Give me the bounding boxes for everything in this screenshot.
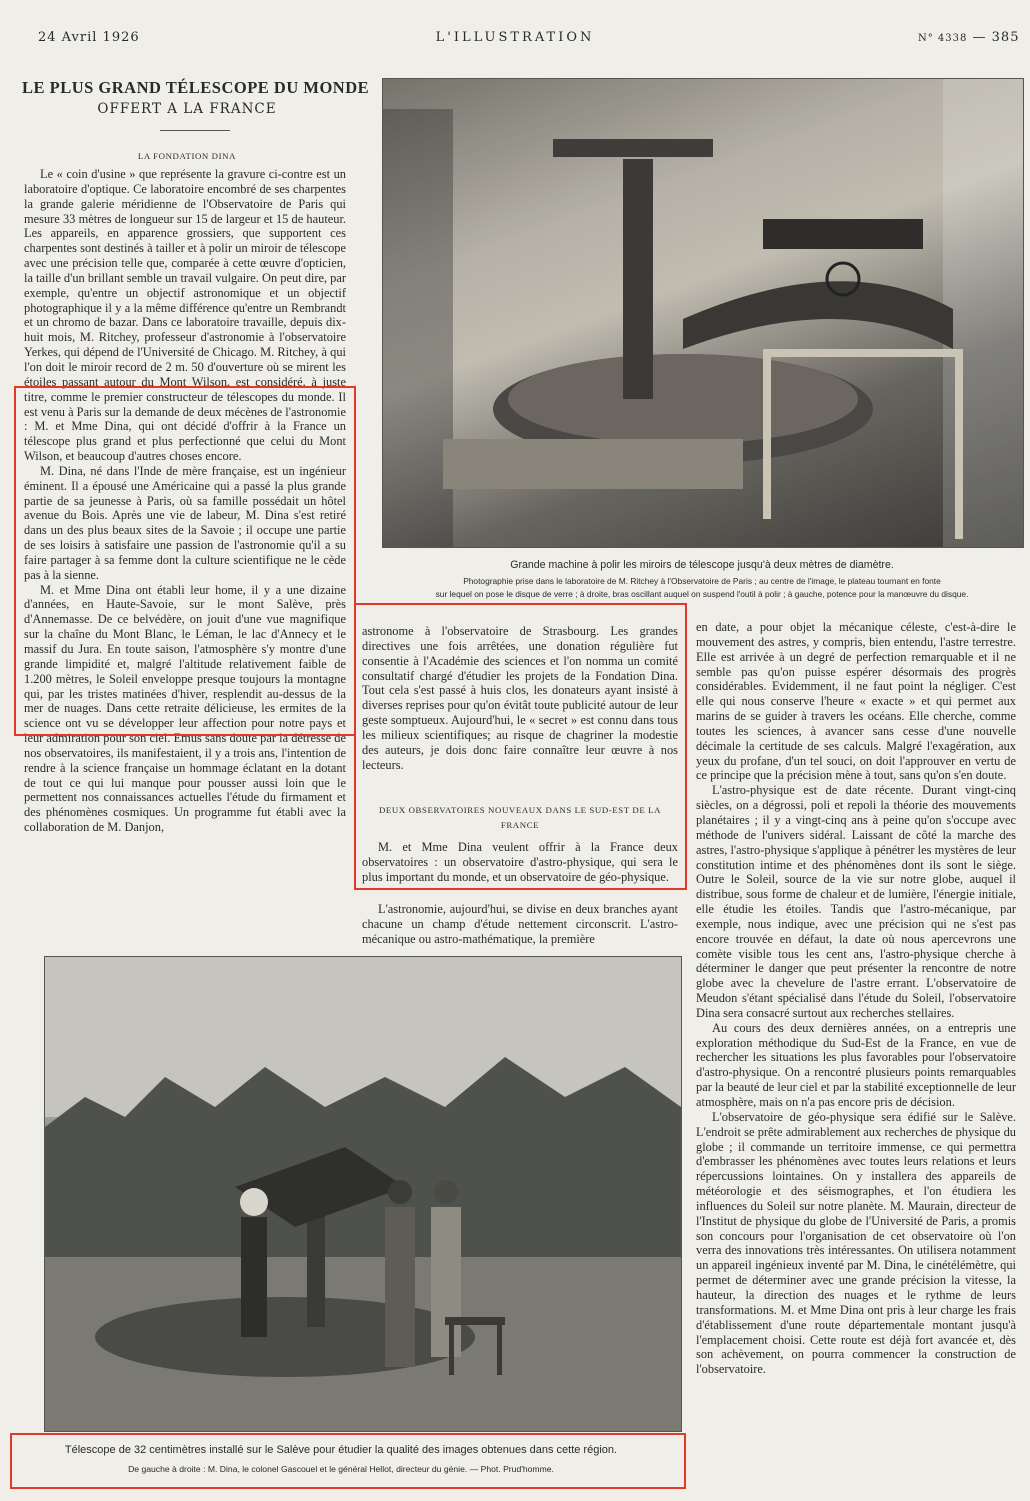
- photo2-caption: Télescope de 32 centimètres installé sur le Salève pour étudier la qualité des images obtenues dans cette région.: [64, 1444, 618, 1456]
- column3-paragraph: L'observatoire de géo-physique sera édifié sur le Salève. L'endroit se prête admirablement aux recherches de physique du globe ; il commande un territoire immense, ce qui permettra d'embrasser les phénomènes avec toutes leurs relations et leurs répercussions lointaines. On y installera des appareils de météorologie et des séismographes, et l'on étudiera les influences du Soleil sur notre planète. M. Maurain, directeur de l'Institut de physique du globe de l'Université de Paris, a promis son concours pour l'organisation de cet observatoire où l'on verra des innovations très intéressantes. On utilisera notamment un appareil ingénieux inventé par M. Dina, le cinétélémètre, qui permet de déterminer avec une grande précision la vitesse, la hauteur, la direction des nuages et le rythme de leurs transformations. M. et Mme Dina ont pris à leur charge les frais d'établissement d'une route départementale montant jusqu'à l'emplacement choisi. Cette route est déjà fort avancée et, dès son achèvement, on pourra commencer la construction de l'observatoire.: [696, 1109, 1016, 1377]
- column3-paragraph: Au cours des deux dernières années, on a entrepris une exploration méthodique du Sud-Est de la France, en vue de rechercher les situations les plus favorables pour l'observatoire d'astro-physique. On a rencontré plusieurs points remarquables par la beauté de leur ciel et par la stabilité exceptionnelle de leur atmosphère, mais on n'a pas encore pris de décision.: [696, 1020, 1016, 1109]
- column2-paragraph: L'astronomie, aujourd'hui, se divise en deux branches ayant chacune un champ d'étude nettement circonscrit. L'astro-mécanique ou astro-mathématique, la première: [362, 902, 678, 946]
- column3-paragraph: en date, a pour objet la mécanique céleste, c'est-à-dire le mouvement des astres, y compris, bien entendu, l'astre terrestre. Elle est arrivée à un degré de perfection remarquable et il ne semble pas qu'on puisse espérer désormais des progrès considérables. Evidemment, il ne faut point la négliger. C'est elle qui nous conserve l'heure « exacte » et qui permet aux marins de se guider à travers les océans. Elle cherche, comme toutes les sciences, à avancer sans cesse d'une nouvelle décimale la certitude de ses calculs. Malgré l'exagération, aux yeux du profane, d'un tel souci, on doit l'approuver en vertu de ce principe que la précision mène à tout, sans qu'on s'en doute.: [696, 620, 1016, 783]
- highlight-box-caption: [10, 1433, 686, 1489]
- photo1-caption: Grande machine à polir les miroirs de télescope jusqu'à deux mètres de diamètre.: [510, 559, 894, 571]
- highlight-box-column1: [14, 386, 356, 736]
- saleve-telescope-illustration: [45, 957, 681, 1431]
- article-title: LE PLUS GRAND TÉLESCOPE DU MONDE: [22, 78, 370, 97]
- photo2-subcaption: De gauche à droite : M. Dina, le colonel Gascouel et le général Hellot, directeur du génie. — Phot. Prud'homme.: [128, 1464, 554, 1474]
- polishing-machine-illustration: [383, 79, 1023, 547]
- article-subtitle: OFFERT A LA FRANCE: [97, 101, 277, 117]
- section-heading-fondation: LA FONDATION DINA: [137, 151, 237, 161]
- saleve-telescope-photo: [44, 956, 682, 1432]
- column-3: [696, 620, 1016, 1490]
- header-issue: N° 4338: [918, 33, 968, 44]
- column1-paragraph: Le « coin d'usine » que représente la gravure ci-contre est un laboratoire d'optique. Ce laboratoire encombré de ses charpentes la grande galerie méridienne de l'Observatoire de Paris qui mesure 33 mètres de longueur sur 15 de largeur et 15 de hauteur. Les appareils, en apparence grossiers, que supportent ces charpentes sont destinés à tailler et à polir un miroir de télescope avec une précision telle que, comparée à cette œuvre d'opticien, la taille d'un brillant semble un travail vulgaire. On peut dire, par exemple, qu'entre un objectif astronomique et un objectif photographique il y a la même différence qu'entre un Rembrandt et un chromo de bazar. Dans ce laboratoire travaille, depuis dix-huit mois, M. Ritchey, professeur d'astronomie à l'observatoire Yerkes, qui dépend de l'Université de Chicago. M. Ritchey, à qui l'on doit le miroir record de 2 m. 50 d'ouverture où se mirent les étoiles passant autour du Mont Wilson, est considéré, à juste titre, comme le premier constructeur de télescopes du monde. Il est venu à Paris sur la demande de deux mécènes de l'astronomie : M. et Mme Dina, qui ont décidé d'offrir à la France un télescope plus grand et plus perfectionné que celui du Mont Wilson, et beaucoup d'autres choses encore.: [24, 167, 346, 464]
- highlight-box-column2: [354, 603, 687, 890]
- column1-paragraph: M. et Mme Dina ont établi leur home, il y a une dizaine d'années, en Haute-Savoie, sur le mont Salève, près d'Annemasse. De ce belvédère, on jouit d'une vue magnifique sur la chaîne du Mont Blanc, le Léman, le lac d'Annecy et le massif du Jura. En toute saison, l'atmosphère s'y montre d'une grande limpidité et, malgré l'altitude relativement faible de 1.200 mètres, le Soleil enveloppe presque toujours la montagne qui, par les tristes matinées d'hiver, resplendit au-dessus de la mer de nuages. Dans cette retraite délicieuse, les ermites de la science ont vu se développer leur affection pour notre pays et leur admiration pour son ciel. Emus sans doute par la détresse de nos observatoires, ils manifestaient, il y a trois ans, l'intention de rendre à la science française un hommage éclatant en la dotant de tout ce qui lui manque pour pousser aussi loin que le permettent nos connaissances actuelles l'étude du firmament et des phénomènes cosmiques. Un programme fut établi avec la collaboration de M. Danjon,: [24, 582, 346, 835]
- column1-paragraph: M. Dina, né dans l'Inde de mère française, est un ingénieur éminent. Il a épousé une Américaine qui a passé la plus grande partie de sa jeunesse à Paris, où sa famille possédait un hôtel avenue du Bois. Après une vie de labeur, M. Dina s'est retiré dans un des plus beaux sites de la Savoie ; il occupe une partie de ses loisirs à satisfaire une passion de l'astronomie qu'il a su faire partager à sa femme dont la culture scientifique ne le cède pas à la sienne.: [24, 463, 346, 582]
- header-issue-page: [918, 30, 1019, 45]
- header-date: 24 Avril 1926: [38, 30, 140, 45]
- photo1-subcaption-1: Photographie prise dans le laboratoire de M. Ritchey à l'Observatoire de Paris ; au centre de l'image, le plateau tournant en fonte: [463, 576, 941, 586]
- header-page: — 385: [972, 30, 1020, 45]
- header-magazine: L'ILLUSTRATION: [435, 30, 595, 45]
- title-rule: [160, 130, 230, 131]
- polishing-machine-photo: [382, 78, 1024, 548]
- column3-paragraph: L'astro-physique est de date récente. Durant vingt-cinq siècles, on a dégrossi, poli et repoli la théorie des mouvements planétaires ; il y a vingt-cinq ans à peine qu'on s'occupe avec méthode de l'univers sidéral. Laissant de côté la marche des astres, l'astro-physique s'applique à pénétrer les mystères de leur constitution intime et des phénomènes dont ils sont le siège. Outre le Soleil, source de la vie sur notre globe, auquel il distribue, sous forme de chaleur et de lumière, l'énergie initiale, elle étudie les étoiles. Tandis que l'astro-mécanique, par exemple, nous indique, avec une précision qui ne s'est pas encore trouvée en défaut, la date où nous apercevrons une comète visible tous les cent ans, l'astro-physique cherche à déterminer le danger que peut présenter la rencontre de notre globe avec la chevelure de l'astre errant. L'observatoire de Meudon s'étant spécialisé dans l'étude du Soleil, l'observatoire Dina sera consacré surtout aux recherches stellaires.: [696, 783, 1016, 1020]
- section-heading-observatoires: DEUX OBSERVATOIRES NOUVEAUX DANS LE SUD-EST DE LA FRANCE: [378, 805, 662, 830]
- column2-paragraph: M. et Mme Dina veulent offrir à la France deux observatoires : un observatoire d'astro-physique, qui sera le plus important du monde, et un observatoire de géo-physique.: [362, 840, 678, 884]
- photo1-subcaption-2: sur lequel on pose le disque de verre ; à droite, bras oscillant auquel on suspend l'outil à polir ; à gauche, potence pour la manœuvre du disque.: [435, 589, 969, 599]
- column-2-bottom: [362, 902, 678, 947]
- column2-paragraph: astronome à l'observatoire de Strasbourg. Les grandes directives une fois arrêtées, une donation régulière fut consentie à l'Académie des sciences et l'on nomma un comité consultatif chargé d'étudier les projets de la Fondation Dina. Tout cela s'est passé à huis clos, les donateurs ayant insisté à diverses reprises pour qu'on évitât toute publicité autour de leur geste somptueux. Aujourd'hui, le « secret » est connu dans tous les milieux scientifiques; au risque de chagriner la modestie des auteurs, je dois donc faire connaître leur œuvre à nos lecteurs.: [362, 624, 678, 772]
